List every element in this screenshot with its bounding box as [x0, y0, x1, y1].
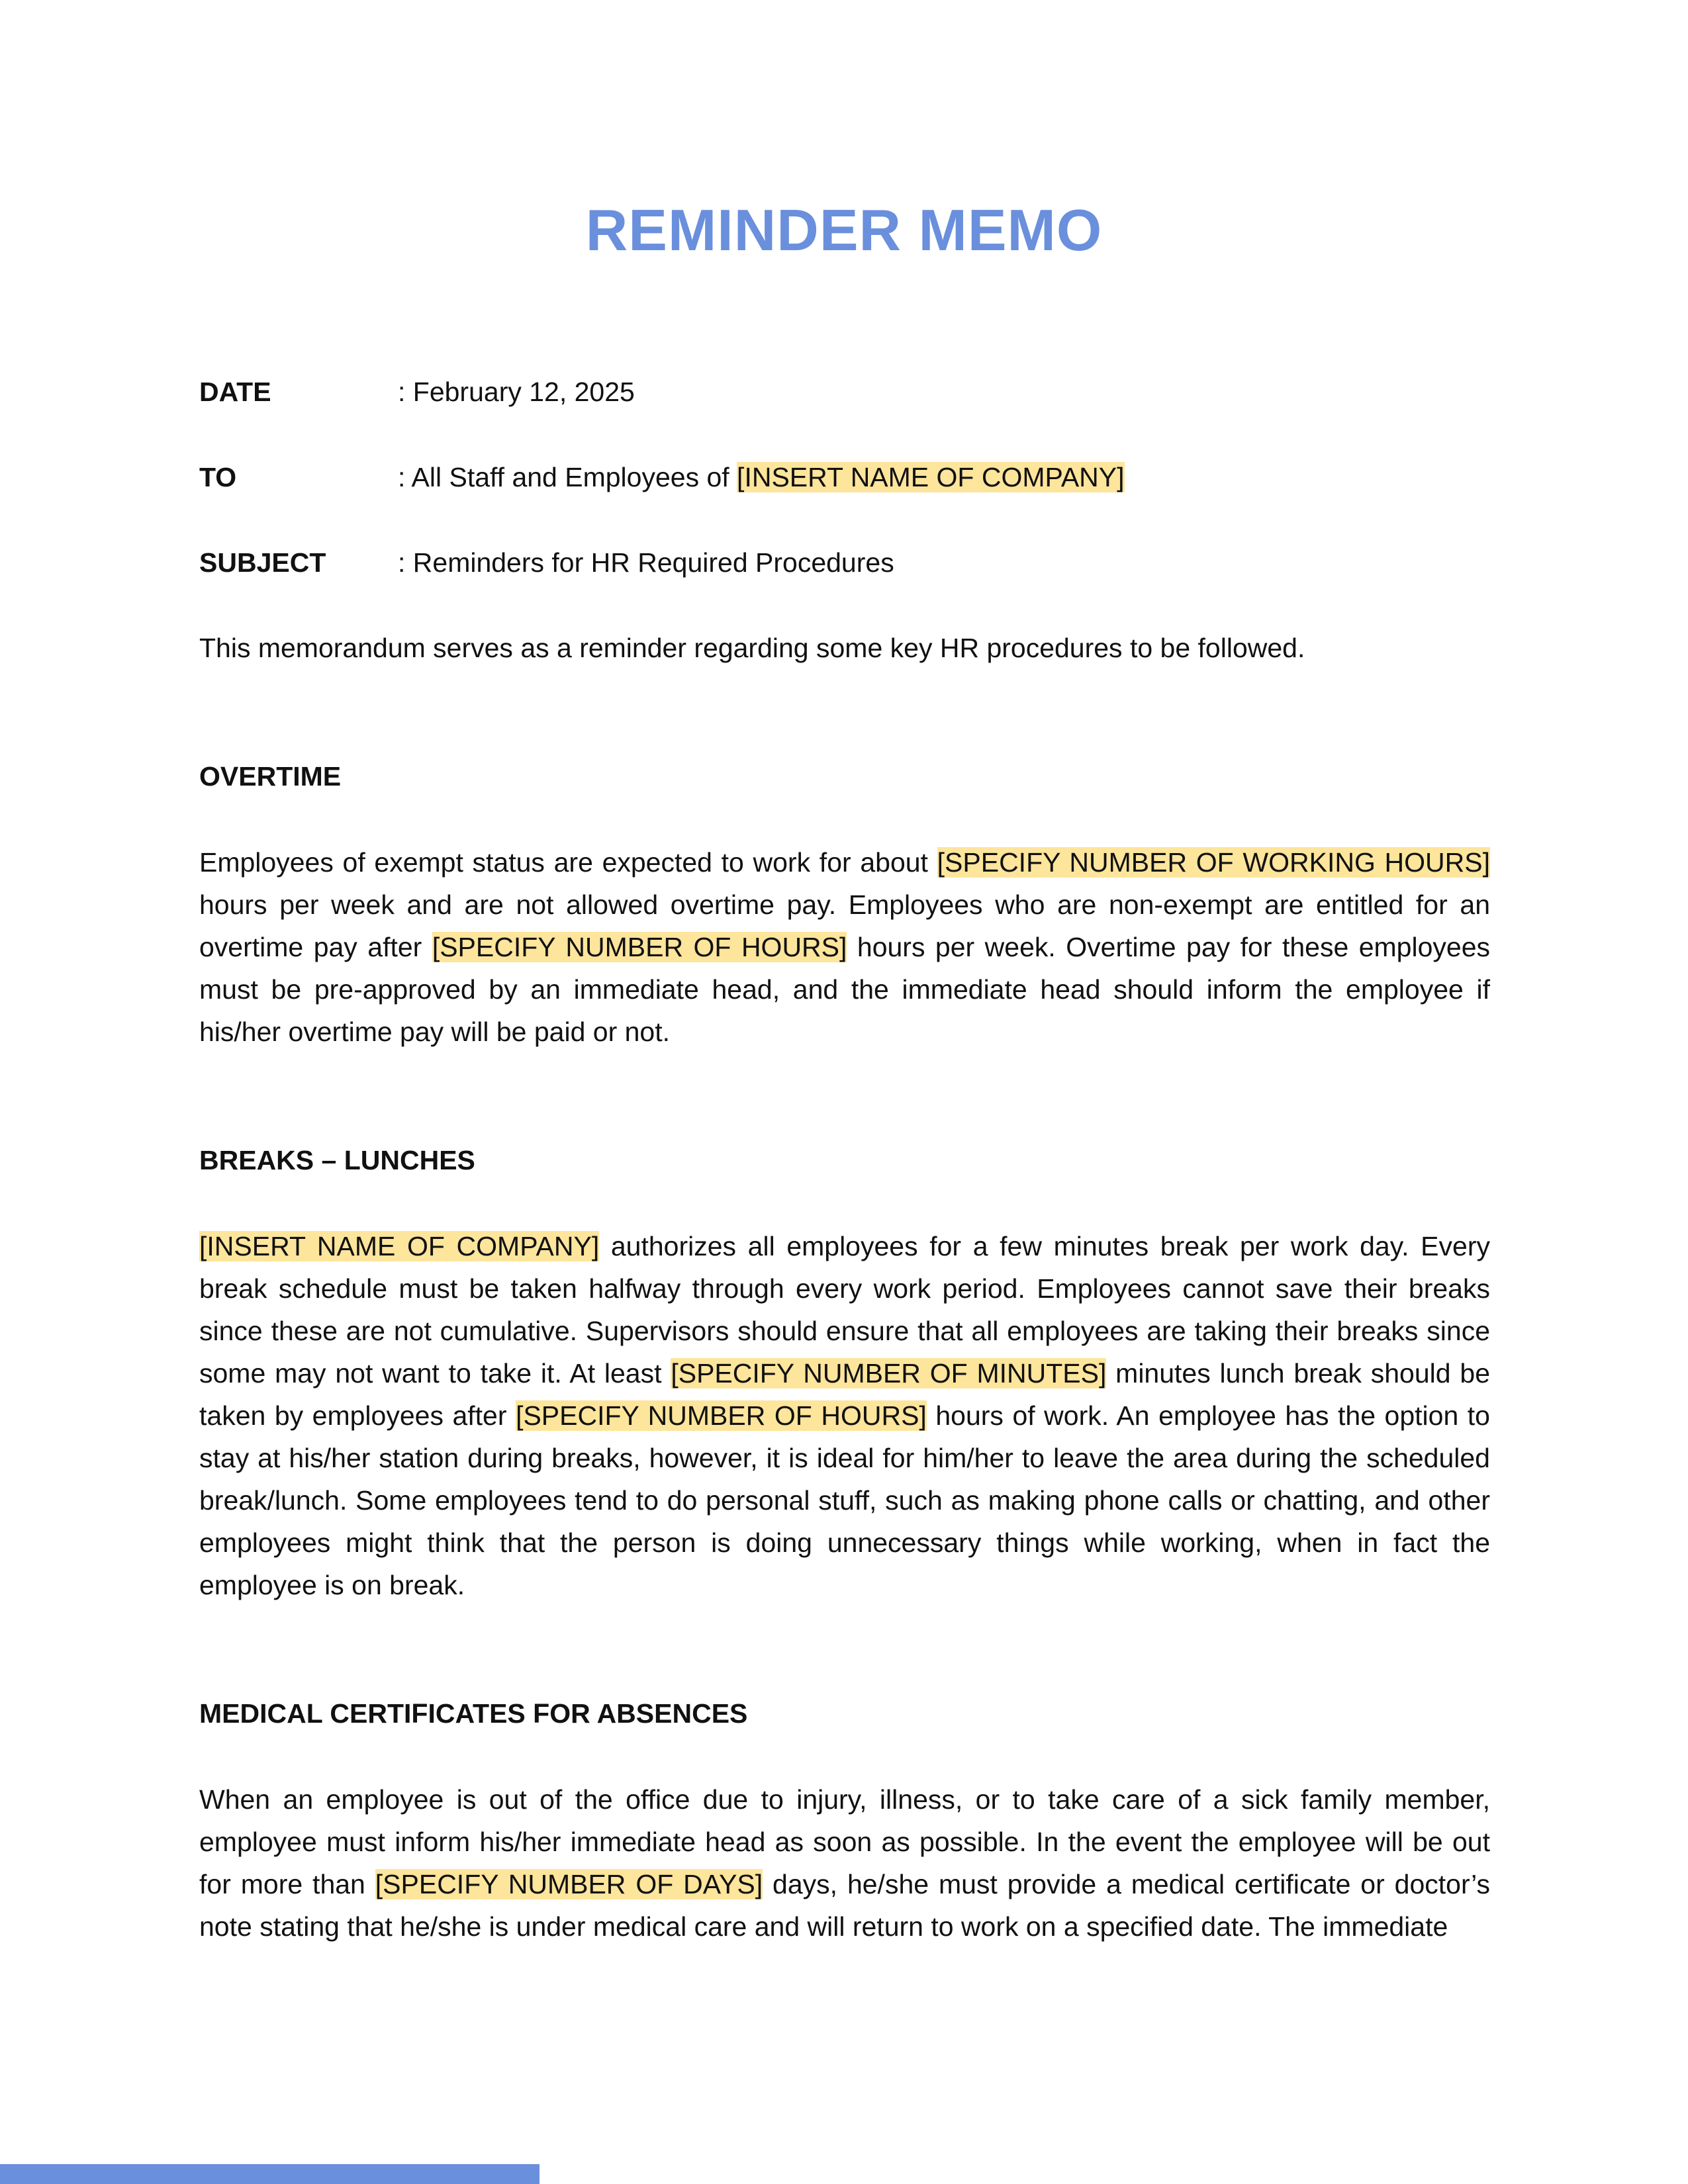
- medical-heading: MEDICAL CERTIFICATES FOR ABSENCES: [199, 1698, 748, 1729]
- date-label: DATE: [199, 377, 271, 407]
- subject-label: SUBJECT: [199, 547, 326, 578]
- date-value: : February 12, 2025: [398, 377, 635, 407]
- to-label: TO: [199, 462, 237, 492]
- work-hours-placeholder: [SPECIFY NUMBER OF HOURS]: [516, 1400, 927, 1431]
- absence-days-placeholder: [SPECIFY NUMBER OF DAYS]: [375, 1869, 763, 1899]
- breaks-paragraph: [199, 1225, 1490, 1606]
- overtime-text-2: hours per week and are not allowed overtime pay. Employees who are non-exempt are entitled for an overtime pay after: [199, 889, 1490, 962]
- subject-row: [199, 541, 1490, 584]
- overtime-paragraph: [199, 841, 1490, 1053]
- overtime-hours-placeholder: [SPECIFY NUMBER OF HOURS]: [432, 932, 847, 962]
- working-hours-placeholder: [SPECIFY NUMBER OF WORKING HOURS]: [937, 847, 1490, 878]
- to-row: [199, 456, 1490, 498]
- company-name-placeholder: [INSERT NAME OF COMPANY]: [737, 462, 1125, 492]
- to-value: [398, 456, 1490, 498]
- overtime-text-3: hours per week. Overtime pay for these employees must be pre-approved by an immediate head, and the immediate head should inform the employee if his/her overtime pay will be paid or not.: [199, 932, 1490, 1047]
- overtime-text-1: Employees of exempt status are expected to work for about: [199, 847, 937, 878]
- breaks-text-3: hours of work. An employee has the option to stay at his/her station during breaks, however, it is ideal for him/her to leave the area during the scheduled break/lunch. Some employees tend to do personal stuff, such as making phone calls or chatting, and other employees might think that the person is doing unnecessary things while working, when in fact the employee is on break.: [199, 1400, 1490, 1600]
- lunch-minutes-placeholder: [SPECIFY NUMBER OF MINUTES]: [671, 1358, 1107, 1388]
- medical-text-2: days, he/she must provide a medical certificate or doctor’s note stating that he/she is under medical care and will return to work on a specified date. The immediate: [199, 1869, 1490, 1942]
- memo-title: REMINDER MEMO: [585, 197, 1103, 263]
- breaks-text-2: minutes lunch break should be taken by employees after: [199, 1358, 1490, 1431]
- breaks-text-1: authorizes all employees for a few minutes break per work day. Every break schedule must be taken halfway through every work period. Employees cannot save their breaks since these are not cumulative. Supervisors should ensure that all employees are taking their breaks since some may not want to take it. At least: [199, 1231, 1490, 1388]
- overtime-heading: OVERTIME: [199, 761, 342, 792]
- memo-content: [199, 371, 1490, 2034]
- medical-text-1: When an employee is out of the office due to injury, illness, or to take care of a sick family member, employee must inform his/her immediate head as soon as possible. In the event the employee will be out for more than: [199, 1784, 1490, 1899]
- breaks-company-placeholder: [INSERT NAME OF COMPANY]: [199, 1231, 600, 1261]
- to-value-text: : All Staff and Employees of: [398, 462, 737, 492]
- date-row: [199, 371, 1490, 413]
- intro-paragraph: This memorandum serves as a reminder regarding some key HR procedures to be followed.: [199, 633, 1305, 663]
- footer-accent-bar: [0, 2164, 539, 2184]
- breaks-heading: BREAKS – LUNCHES: [199, 1145, 475, 1175]
- subject-value: : Reminders for HR Required Procedures: [398, 547, 894, 578]
- medical-paragraph: [199, 1778, 1490, 1948]
